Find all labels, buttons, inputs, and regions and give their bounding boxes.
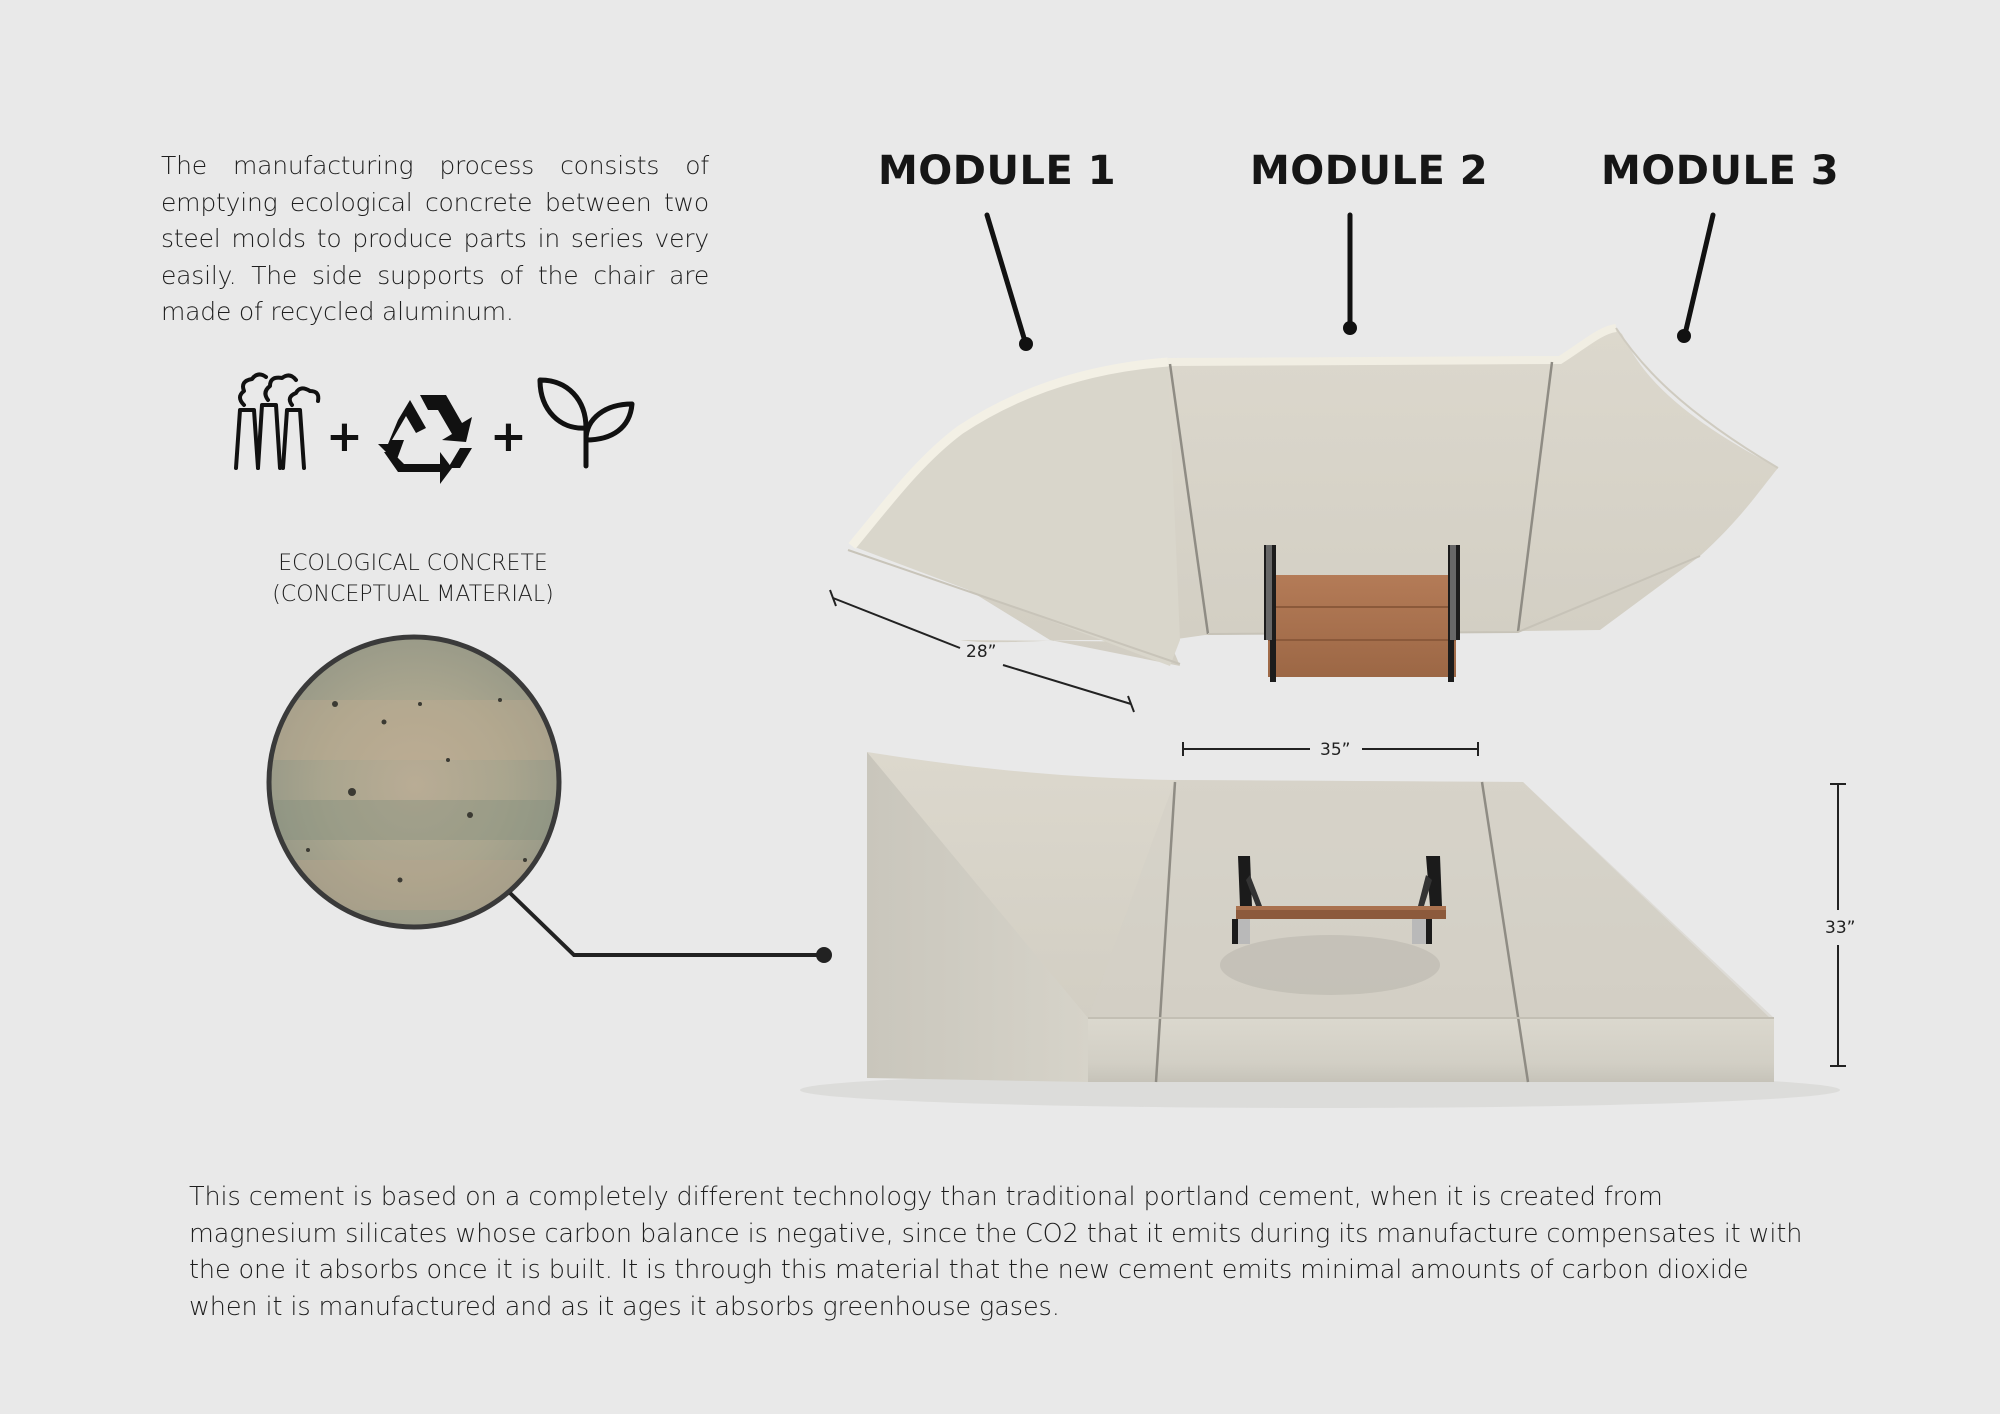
bench-top-view [848,326,1778,682]
module-1-top-surface [852,362,1180,666]
module-3-label: MODULE 3 [1601,148,1840,194]
module-2-marker [1343,321,1357,335]
sprout-icon [540,380,632,466]
module-pointers [987,215,1713,338]
plus-icon-1: + [326,411,363,462]
dimension-width-label: 35” [1320,740,1351,760]
module-2-label: MODULE 2 [1250,148,1489,194]
plus-icon-2: + [490,411,527,462]
outro-paragraph: This cement is based on a completely different technology than traditional portland cement, when it is created from magnesium silicates whose carbon balance is negative, since the CO2 that it emits during its manufacture compensates it with the one it absorbs once it is built. It is through this material that the new cement emits minimal amounts of carbon dioxide when it is manufactured and as it ages it absorbs greenhouse gases. [189,1182,1803,1322]
material-label-line2: (CONCEPTUAL MATERIAL) [272,582,554,607]
module-1-marker [1019,337,1033,351]
dimension-depth-label: 28” [966,642,997,662]
bench-front-view [800,752,1840,1108]
chair-seat-top [1268,575,1456,677]
module-3-marker [1677,329,1691,343]
material-label-line1: ECOLOGICAL CONCRETE [278,551,548,576]
front-view-base [1088,1018,1774,1082]
factory-icon [236,374,318,468]
material-pointer-dot [816,947,832,963]
recycle-icon [378,395,472,484]
dimension-height-label: 33” [1825,918,1856,938]
material-pointer-line [510,893,824,955]
module-1-label: MODULE 1 [878,148,1117,194]
material-sample [260,630,832,963]
intro-paragraph: The manufacturing process consists of emptying ecological concrete between two steel molds to produce parts in series very easily. The side supports of the chair are made of recycled aluminum. [161,151,709,326]
module-2-edge-highlight [1168,328,1616,362]
